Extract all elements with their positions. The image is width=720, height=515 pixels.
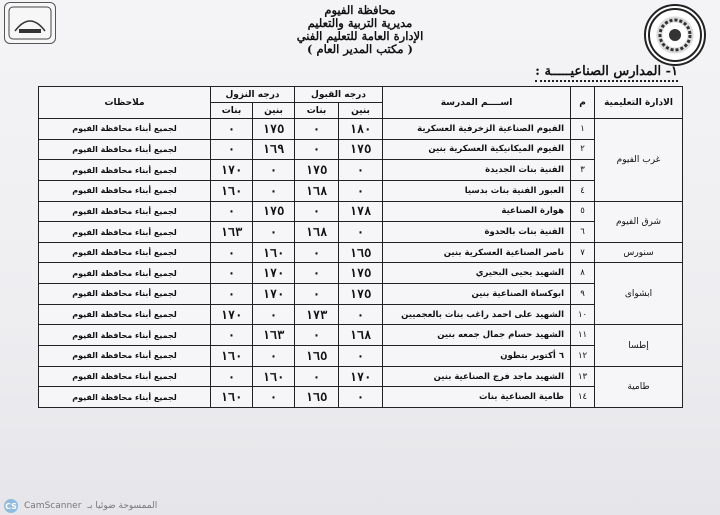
school-name: الفيوم الصناعية الزخرفية العسكرية — [383, 119, 571, 140]
drop-girls-cell: ٠ — [211, 366, 253, 387]
accept-girls-cell: ٠ — [295, 242, 339, 263]
table-row — [39, 139, 683, 160]
drop-girls-cell: ١٦٣ — [211, 222, 253, 243]
scanner-text: الممسوحة ضوئيا بـ — [87, 501, 158, 511]
school-name: ابوكساة الصناعية بنين — [383, 284, 571, 305]
drop-girls-cell: ٠ — [211, 139, 253, 160]
header-admin: الادارة التعليمية — [595, 87, 683, 119]
drop-boys-cell: ١٦٣ — [253, 325, 295, 346]
drop-girls-cell: ٠ — [211, 242, 253, 263]
accept-boys-cell: ٠ — [339, 180, 383, 201]
school-name: العبور الفنية بنات بدسيا — [383, 180, 571, 201]
ministry-logo — [644, 4, 706, 66]
drop-girls-cell: ١٦٠ — [211, 180, 253, 201]
accept-boys-cell: ١٧٥ — [339, 284, 383, 305]
accept-girls-cell: ١٧٥ — [295, 160, 339, 181]
accept-girls-cell: ٠ — [295, 366, 339, 387]
accept-girls-cell: ٠ — [295, 325, 339, 346]
schools-table-body — [39, 119, 683, 408]
admin-cell: غرب الفيوم — [595, 119, 683, 202]
school-name: الشهيد حسام جمال جمعه بنين — [383, 325, 571, 346]
accept-boys-cell: ١٧٥ — [339, 139, 383, 160]
notes-cell: لجميع أبناء محافظة الفيوم — [39, 180, 211, 201]
accept-boys-cell: ١٧٨ — [339, 201, 383, 222]
header-governorate: محافظة الفيوم — [324, 3, 396, 17]
school-name: الشهيد على احمد راغب بنات بالعجميين — [383, 304, 571, 325]
school-name: طامية الصناعية بنات — [383, 387, 571, 408]
drop-girls-cell: ٠ — [211, 263, 253, 284]
drop-boys-cell: ١٦٠ — [253, 242, 295, 263]
school-name: الفنية بنات بالحدوة — [383, 222, 571, 243]
school-name: الفنية بنات الجديدة — [383, 160, 571, 181]
header-accept-boys: بنين — [339, 103, 383, 119]
notes-cell: لجميع أبناء محافظة الفيوم — [39, 284, 211, 305]
document-header — [200, 4, 520, 56]
accept-boys-cell: ١٧٥ — [339, 263, 383, 284]
drop-girls-cell: ١٧٠ — [211, 304, 253, 325]
drop-girls-cell: ٠ — [211, 325, 253, 346]
notes-cell: لجميع أبناء محافظة الفيوم — [39, 366, 211, 387]
header-office: ( مكتب المدير العام ) — [307, 42, 413, 56]
accept-girls-cell: ١٦٨ — [295, 222, 339, 243]
notes-cell: لجميع أبناء محافظة الفيوم — [39, 263, 211, 284]
school-name: هوارة الصناعية — [383, 201, 571, 222]
section-title: ١- المدارس الصناعيـــــة : — [535, 64, 678, 82]
drop-boys-cell: ٠ — [253, 160, 295, 181]
school-name: الشهيد يحيى البحيري — [383, 263, 571, 284]
school-name: الفيوم الميكانيكية العسكرية بنين — [383, 139, 571, 160]
accept-boys-cell: ٠ — [339, 222, 383, 243]
accept-boys-cell: ١٨٠ — [339, 119, 383, 140]
drop-boys-cell: ٠ — [253, 304, 295, 325]
admin-cell: شرق الفيوم — [595, 201, 683, 242]
row-number: ١ — [571, 119, 595, 140]
row-number: ٦ — [571, 222, 595, 243]
row-number: ١١ — [571, 325, 595, 346]
row-number: ١٠ — [571, 304, 595, 325]
accept-girls-cell: ٠ — [295, 139, 339, 160]
header-accept: درجه القبول — [295, 87, 383, 103]
drop-boys-cell: ١٧٠ — [253, 263, 295, 284]
admin-cell: سنورس — [595, 242, 683, 263]
drop-girls-cell: ١٦٠ — [211, 346, 253, 367]
table-row — [39, 387, 683, 408]
drop-boys-cell: ٠ — [253, 180, 295, 201]
accept-boys-cell: ٠ — [339, 304, 383, 325]
row-number: ٨ — [571, 263, 595, 284]
table-row — [39, 263, 683, 284]
table-row — [39, 201, 683, 222]
accept-boys-cell: ١٦٨ — [339, 325, 383, 346]
accept-girls-cell: ٠ — [295, 201, 339, 222]
header-drop-boys: بنين — [253, 103, 295, 119]
drop-boys-cell: ٠ — [253, 346, 295, 367]
table-row — [39, 119, 683, 140]
drop-boys-cell: ١٦٠ — [253, 366, 295, 387]
school-name: ٦ أكتوبر بتطون — [383, 346, 571, 367]
header-administration: الإدارة العامة للتعليم الفني — [296, 29, 424, 43]
row-number: ١٣ — [571, 366, 595, 387]
accept-girls-cell: ١٦٨ — [295, 180, 339, 201]
table-row — [39, 304, 683, 325]
camscanner-icon: CS — [4, 499, 18, 513]
row-number: ١٢ — [571, 346, 595, 367]
table-row — [39, 346, 683, 367]
notes-cell: لجميع أبناء محافظة الفيوم — [39, 325, 211, 346]
header-accept-girls: بنات — [295, 103, 339, 119]
scanner-name: CamScanner — [24, 501, 82, 511]
admin-cell: إطسا — [595, 325, 683, 366]
row-number: ١٤ — [571, 387, 595, 408]
seal-logo-left — [4, 2, 56, 44]
accept-girls-cell: ٠ — [295, 284, 339, 305]
school-name: الشهيد ماجد فرج الصناعية بنين — [383, 366, 571, 387]
notes-cell: لجميع أبناء محافظة الفيوم — [39, 119, 211, 140]
header-num: م — [571, 87, 595, 119]
accept-girls-cell: ٠ — [295, 263, 339, 284]
header-notes: ملاحظات — [39, 87, 211, 119]
drop-girls-cell: ١٧٠ — [211, 160, 253, 181]
accept-girls-cell: ١٦٥ — [295, 387, 339, 408]
header-drop-girls: بنات — [211, 103, 253, 119]
header-directorate: مديرية التربية والتعليم — [307, 16, 413, 30]
notes-cell: لجميع أبناء محافظة الفيوم — [39, 160, 211, 181]
admin-cell: ابشواى — [595, 263, 683, 325]
header-drop: درجه النزول — [211, 87, 295, 103]
row-number: ٩ — [571, 284, 595, 305]
drop-boys-cell: ١٧٥ — [253, 119, 295, 140]
header-school: اســــم المدرسة — [383, 87, 571, 119]
notes-cell: لجميع أبناء محافظة الفيوم — [39, 139, 211, 160]
notes-cell: لجميع أبناء محافظة الفيوم — [39, 387, 211, 408]
accept-boys-cell: ٠ — [339, 387, 383, 408]
drop-boys-cell: ٠ — [253, 222, 295, 243]
drop-girls-cell: ٠ — [211, 201, 253, 222]
notes-cell: لجميع أبناء محافظة الفيوم — [39, 304, 211, 325]
row-number: ٧ — [571, 242, 595, 263]
accept-girls-cell: ١٧٣ — [295, 304, 339, 325]
drop-girls-cell: ٠ — [211, 284, 253, 305]
accept-girls-cell: ١٦٥ — [295, 346, 339, 367]
drop-boys-cell: ١٧٠ — [253, 284, 295, 305]
drop-boys-cell: ٠ — [253, 387, 295, 408]
table-row — [39, 180, 683, 201]
row-number: ٢ — [571, 139, 595, 160]
drop-boys-cell: ١٧٥ — [253, 201, 295, 222]
table-row — [39, 160, 683, 181]
drop-girls-cell: ١٦٠ — [211, 387, 253, 408]
notes-cell: لجميع أبناء محافظة الفيوم — [39, 201, 211, 222]
drop-boys-cell: ١٦٩ — [253, 139, 295, 160]
accept-boys-cell: ٠ — [339, 346, 383, 367]
row-number: ٣ — [571, 160, 595, 181]
notes-cell: لجميع أبناء محافظة الفيوم — [39, 242, 211, 263]
table-row — [39, 222, 683, 243]
notes-cell: لجميع أبناء محافظة الفيوم — [39, 222, 211, 243]
table-row — [39, 325, 683, 346]
accept-girls-cell: ٠ — [295, 119, 339, 140]
accept-boys-cell: ١٧٠ — [339, 366, 383, 387]
accept-boys-cell: ٠ — [339, 160, 383, 181]
table-row — [39, 242, 683, 263]
drop-girls-cell: ٠ — [211, 119, 253, 140]
table-row — [39, 284, 683, 305]
row-number: ٤ — [571, 180, 595, 201]
admin-cell: طامية — [595, 366, 683, 407]
row-number: ٥ — [571, 201, 595, 222]
notes-cell: لجميع أبناء محافظة الفيوم — [39, 346, 211, 367]
scanner-watermark — [4, 499, 157, 513]
schools-table — [38, 86, 683, 408]
accept-boys-cell: ١٦٥ — [339, 242, 383, 263]
table-row — [39, 366, 683, 387]
school-name: ناصر الصناعية العسكرية بنين — [383, 242, 571, 263]
